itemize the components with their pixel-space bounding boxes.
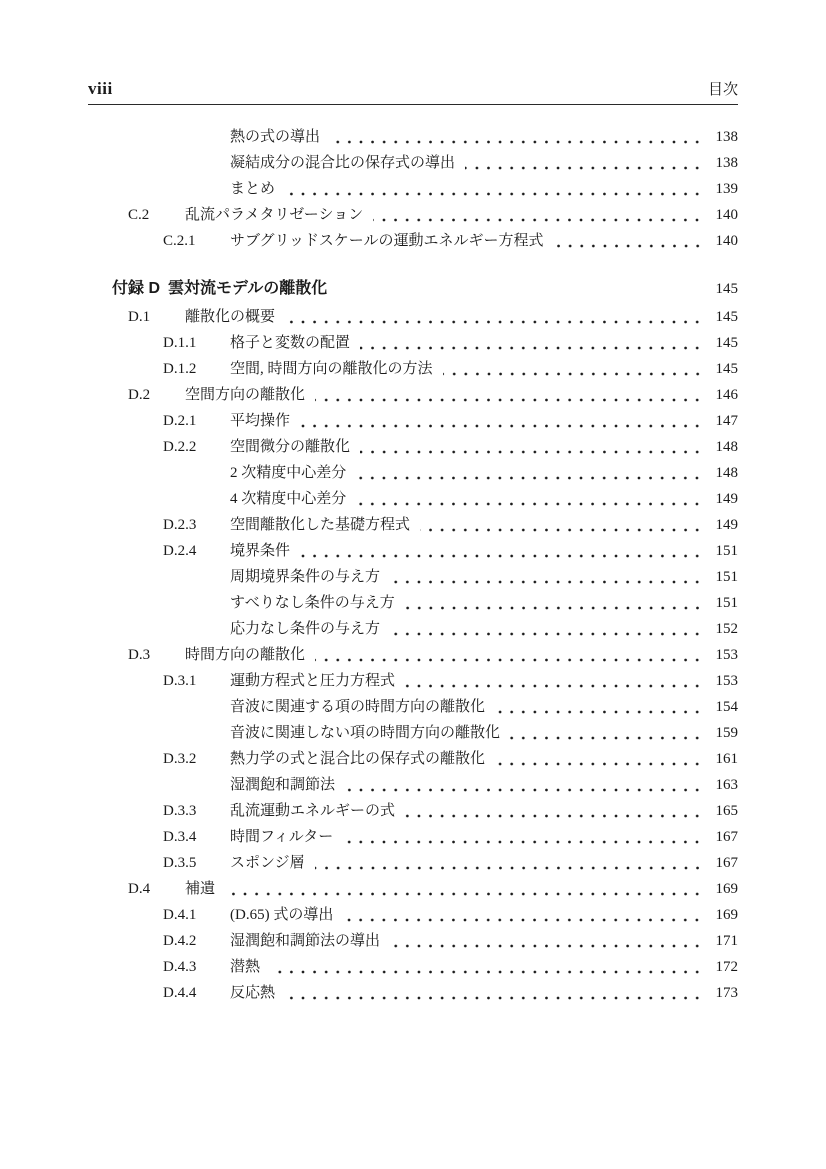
toc-entry-title: 応力なし条件の与え方: [230, 621, 381, 637]
toc-entry-title: 離散化の概要: [185, 309, 276, 325]
dot-leader: [270, 954, 705, 980]
dot-leader: [360, 330, 705, 356]
toc-entry-title: 境界条件: [230, 543, 291, 559]
toc-entry-title: 空間, 時間方向の離散化の方法: [230, 361, 433, 377]
toc-entry-title: 空間離散化した基礎方程式: [230, 517, 411, 533]
toc-entry: [88, 202, 738, 228]
dot-leader: [330, 124, 705, 150]
toc-entry-number: D.4.1: [163, 907, 197, 923]
running-head: [88, 78, 738, 105]
dot-leader: [315, 850, 705, 876]
toc-entry-title: 2 次精度中心差分: [230, 465, 347, 481]
toc-entry: [88, 228, 738, 254]
dot-leader: [285, 980, 705, 1006]
toc-entry-title: 潜熱: [230, 959, 261, 975]
toc-entry-page: 165: [715, 803, 738, 819]
toc-entry-title: 乱流運動エネルギーの式: [230, 803, 396, 819]
dot-leader: [390, 616, 705, 642]
toc-entry: [88, 824, 738, 850]
toc-entry-page: 151: [715, 569, 738, 585]
toc-entry-page: 167: [715, 855, 738, 871]
toc-entry: [88, 798, 738, 824]
toc-entry-page: 147: [715, 413, 738, 429]
toc-entry-page: 140: [715, 233, 738, 249]
toc-entry-title: 周期境界条件の与え方: [230, 569, 381, 585]
toc-entry: [88, 150, 738, 176]
dot-leader: [300, 538, 705, 564]
toc-entry-page: 138: [715, 129, 738, 145]
dot-leader: [443, 356, 705, 382]
toc-entry-title: すべりなし条件の与え方: [230, 595, 395, 611]
toc-entry: [88, 954, 738, 980]
toc-entry-page: 173: [715, 985, 738, 1001]
dot-leader: [356, 486, 705, 512]
toc-entry-title: 補遺: [185, 881, 216, 897]
toc-entry-number: D.1.1: [163, 335, 197, 351]
toc-entry-page: 138: [715, 155, 738, 171]
toc-entry-title: 湿潤飽和調節法の導出: [230, 933, 381, 949]
toc-entry: [88, 668, 738, 694]
toc-entry: [88, 876, 738, 902]
toc-entry-number: C.2.1: [163, 233, 196, 249]
toc-entry-page: 146: [715, 387, 738, 403]
toc-entry-number: C.2: [128, 207, 150, 223]
dot-leader: [285, 304, 705, 330]
toc-entry-number: 付録 D: [112, 280, 161, 297]
toc-entry-number: D.4.4: [163, 985, 197, 1001]
toc-entry-number: D.3.3: [163, 803, 197, 819]
toc-entry-page: 169: [715, 881, 738, 897]
toc-entry: [88, 616, 738, 642]
toc-entry-page: 169: [715, 907, 738, 923]
toc-entry-title: 乱流パラメタリゼーション: [185, 207, 364, 223]
dot-leader: [343, 824, 705, 850]
toc-entry-number: D.3.4: [163, 829, 197, 845]
toc-entry-page: 145: [715, 335, 738, 351]
toc-entry-title: 空間微分の離散化: [230, 439, 351, 455]
toc-entry-page: 145: [715, 281, 738, 297]
toc-entry-page: 145: [715, 309, 738, 325]
toc-entry-number: D.3.1: [163, 673, 197, 689]
dot-leader: [345, 772, 705, 798]
dot-leader: [405, 590, 705, 616]
toc-entry-title: サブグリッドスケールの運動エネルギー方程式: [230, 233, 544, 249]
dot-leader: [405, 798, 705, 824]
toc-entry-page: 148: [715, 465, 738, 481]
toc-entry-page: 153: [715, 647, 738, 663]
toc-entry: [88, 902, 738, 928]
toc-entry: [88, 772, 738, 798]
toc-entry: [88, 642, 738, 668]
toc-entry: [88, 928, 738, 954]
toc-entry-number: D.2: [128, 387, 151, 403]
dot-leader: [510, 720, 705, 746]
toc-entry-page: 167: [715, 829, 738, 845]
toc-entry-title: 4 次精度中心差分: [230, 491, 347, 507]
toc-entry: [88, 408, 738, 434]
dot-leader: [390, 928, 705, 954]
toc-entry: [88, 382, 738, 408]
dot-leader: [343, 902, 705, 928]
toc-entry-title: 音波に関連する項の時間方向の離散化: [230, 699, 486, 715]
dot-leader: [405, 668, 705, 694]
table-of-contents: [88, 124, 738, 1006]
toc-entry-page: 149: [715, 491, 738, 507]
toc-entry-title: 雲対流モデルの離散化: [168, 280, 328, 297]
toc-entry-page: 139: [715, 181, 738, 197]
toc-entry-title: 時間フィルター: [230, 829, 334, 845]
toc-entry: [88, 512, 738, 538]
toc-entry-page: 149: [715, 517, 738, 533]
toc-entry-number: D.4.3: [163, 959, 197, 975]
dot-leader: [495, 746, 705, 772]
toc-entry-number: D.2.1: [163, 413, 197, 429]
toc-entry-number: D.1: [128, 309, 151, 325]
dot-leader: [225, 876, 705, 902]
dot-leader: [495, 694, 705, 720]
toc-entry-number: D.2.2: [163, 439, 197, 455]
dot-leader: [465, 150, 705, 176]
dot-leader: [420, 512, 705, 538]
toc-entry-number: D.1.2: [163, 361, 197, 377]
toc-entry-title: 空間方向の離散化: [185, 387, 306, 403]
toc-entry-title: まとめ: [230, 181, 276, 197]
toc-entry: [88, 850, 738, 876]
toc-entry-page: 151: [715, 543, 738, 559]
toc-entry: [88, 564, 738, 590]
dot-leader: [300, 408, 705, 434]
toc-entry-number: D.2.4: [163, 543, 197, 559]
dot-leader: [373, 202, 705, 228]
toc-entry: [88, 176, 738, 202]
toc-entry-page: 152: [715, 621, 738, 637]
dot-leader: [285, 176, 705, 202]
toc-entry: [88, 538, 738, 564]
toc-entry-page: 145: [715, 361, 738, 377]
toc-entry: [88, 356, 738, 382]
toc-entry-title: 時間方向の離散化: [185, 647, 306, 663]
toc-entry: [88, 590, 738, 616]
toc-entry-number: D.3: [128, 647, 151, 663]
toc-entry-title: 湿潤飽和調節法: [230, 777, 336, 793]
toc-entry-page: 171: [715, 933, 738, 949]
toc-entry-title: 音波に関連しない項の時間方向の離散化: [230, 725, 501, 741]
toc-entry-page: 159: [715, 725, 738, 741]
toc-entry-page: 154: [715, 699, 738, 715]
toc-entry-number: D.3.2: [163, 751, 197, 767]
page-number-roman: viii: [88, 79, 113, 98]
toc-entry-title: 反応熱: [230, 985, 276, 1001]
toc-entry-page: 140: [715, 207, 738, 223]
toc-entry: [88, 460, 738, 486]
toc-entry: [88, 746, 738, 772]
running-head-title: 目次: [707, 82, 738, 98]
toc-entry-title: 平均操作: [230, 413, 291, 429]
toc-entry-number: D.2.3: [163, 517, 197, 533]
dot-leader: [360, 434, 705, 460]
toc-entry-title: (D.65) 式の導出: [230, 907, 334, 923]
dot-leader: [390, 564, 705, 590]
toc-entry: [88, 434, 738, 460]
toc-entry-page: 172: [715, 959, 738, 975]
toc-entry-title: 熱の式の導出: [230, 129, 321, 145]
dot-leader: [315, 642, 705, 668]
toc-entry-page: 161: [715, 751, 738, 767]
toc-entry-title: 運動方程式と圧力方程式: [230, 673, 396, 689]
toc-entry-number: D.4: [128, 881, 151, 897]
dot-leader: [315, 382, 705, 408]
toc-entry-title: 熱力学の式と混合比の保存式の離散化: [230, 751, 486, 767]
toc-entry-number: D.4.2: [163, 933, 197, 949]
toc-entry-number: D.3.5: [163, 855, 197, 871]
toc-entry-title: 凝結成分の混合比の保存式の導出: [230, 155, 456, 171]
toc-entry: [88, 124, 738, 150]
toc-entry-title: スポンジ層: [230, 855, 305, 871]
dot-leader: [554, 228, 705, 254]
toc-entry-page: 163: [715, 777, 738, 793]
toc-entry-page: 151: [715, 595, 738, 611]
toc-entry: [88, 980, 738, 1006]
toc-entry: [88, 694, 738, 720]
toc-entry-page: 148: [715, 439, 738, 455]
dot-leader: [356, 460, 705, 486]
toc-entry: [88, 276, 738, 302]
toc-entry-title: 格子と変数の配置: [230, 335, 351, 351]
toc-entry: [88, 720, 738, 746]
toc-entry: [88, 304, 738, 330]
toc-entry: [88, 330, 738, 356]
toc-entry-page: 153: [715, 673, 738, 689]
toc-entry: [88, 486, 738, 512]
